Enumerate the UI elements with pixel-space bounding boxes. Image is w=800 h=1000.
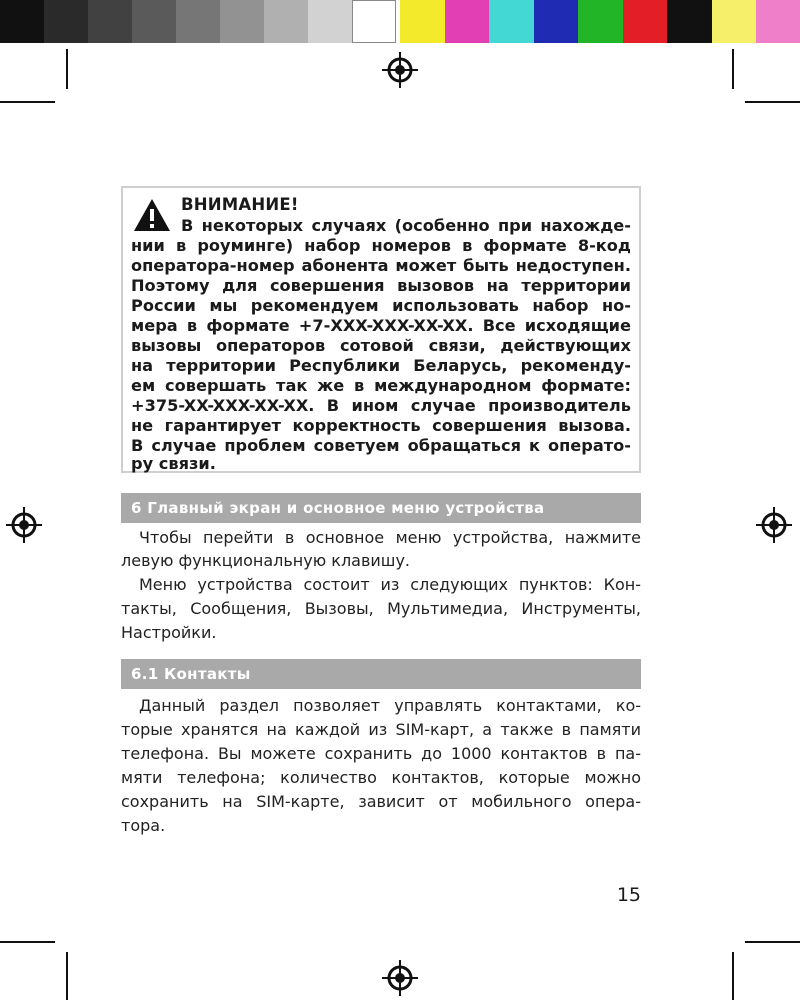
warning-title: ВНИМАНИЕ! (181, 195, 299, 214)
color-swatch (756, 0, 800, 43)
paragraph-line: Чтобы перейти в основное меню устройства, нажмите (139, 528, 641, 547)
gray-swatch (44, 0, 88, 43)
crop-mark (0, 101, 55, 103)
paragraph-line: Настройки. (121, 623, 217, 642)
paragraph-line: телефона. Вы можете сохранить до 1000 контактов в па- (121, 744, 641, 763)
color-swatch (623, 0, 668, 43)
registration-target-icon (382, 960, 418, 996)
paragraph-line: торые хранятся на каждой из SIM-карт, а также в памяти (121, 720, 641, 739)
gray-swatch (308, 0, 352, 43)
warning-text-line: на территории Республики Беларусь, рекоменду- (131, 356, 631, 375)
warning-text-line: В случае проблем советуем обращаться к операто- (131, 436, 631, 455)
warning-text-line: +375-XX-XXX-XX-XX. В ином случае производитель (131, 396, 631, 415)
warning-text-line: ру связи. (131, 454, 216, 473)
paragraph-line: мяти телефона; количество контактов, которые можно (121, 768, 641, 787)
paragraph-line: Меню устройства состоит из следующих пунктов: Кон- (139, 575, 641, 594)
warning-text-line: Поэтому для совершения вызовов на территории (131, 276, 631, 295)
warning-text-line: не гарантирует корректность совершения вызова. (131, 416, 631, 435)
registration-target-icon (756, 507, 792, 543)
section-6-header: 6 Главный экран и основное меню устройства (121, 493, 641, 523)
registration-target-icon (6, 507, 42, 543)
gray-swatch (176, 0, 220, 43)
crop-mark (732, 49, 734, 89)
crop-mark (0, 941, 55, 943)
section-6-1-header: 6.1 Контакты (121, 659, 641, 689)
warning-text-line: оператора-номер абонента может быть недоступен. (131, 256, 631, 275)
warning-triangle-icon (133, 198, 171, 232)
gray-swatch (264, 0, 308, 43)
color-swatch (534, 0, 579, 43)
color-swatch (445, 0, 490, 43)
color-swatch (667, 0, 712, 43)
crop-mark (66, 952, 68, 1000)
gray-swatch (132, 0, 176, 43)
paragraph-line: Данный раздел позволяет управлять контактами, ко- (139, 696, 641, 715)
crop-mark (745, 941, 800, 943)
warning-text-line: нии в роуминге) набор номеров в формате 8-код (131, 236, 631, 255)
warning-text-line: вызовы операторов сотовой связи, действующих (131, 336, 631, 355)
gray-swatch (352, 0, 396, 43)
warning-box (121, 186, 641, 473)
page-number: 15 (616, 884, 641, 906)
warning-text-line: России мы рекомендуем использовать набор но- (131, 296, 631, 315)
crop-mark (66, 49, 68, 89)
gray-swatch (88, 0, 132, 43)
gray-swatch (0, 0, 44, 43)
warning-text-line: ем совершать так же в международном формате: (131, 376, 631, 395)
paragraph-line: сохранить на SIM-карте, зависит от мобильного опера- (121, 792, 641, 811)
color-swatch (578, 0, 623, 43)
registration-target-icon (382, 52, 418, 88)
crop-mark (732, 952, 734, 1000)
color-swatch (489, 0, 534, 43)
warning-text-line: мера в формате +7-XXX-XXX-XX-XX. Все исходящие (131, 316, 631, 335)
color-swatch (712, 0, 757, 43)
paragraph-line: левую функциональную клавишу. (121, 551, 410, 570)
paragraph-line: тора. (121, 816, 166, 835)
paragraph-line: такты, Сообщения, Вызовы, Мультимедиа, Инструменты, (121, 599, 641, 618)
warning-text-line: В некоторых случаях (особенно при нахожде- (181, 216, 631, 235)
crop-mark (745, 101, 800, 103)
color-calibration-bar (0, 0, 800, 43)
gray-swatch (220, 0, 264, 43)
color-swatch (400, 0, 445, 43)
